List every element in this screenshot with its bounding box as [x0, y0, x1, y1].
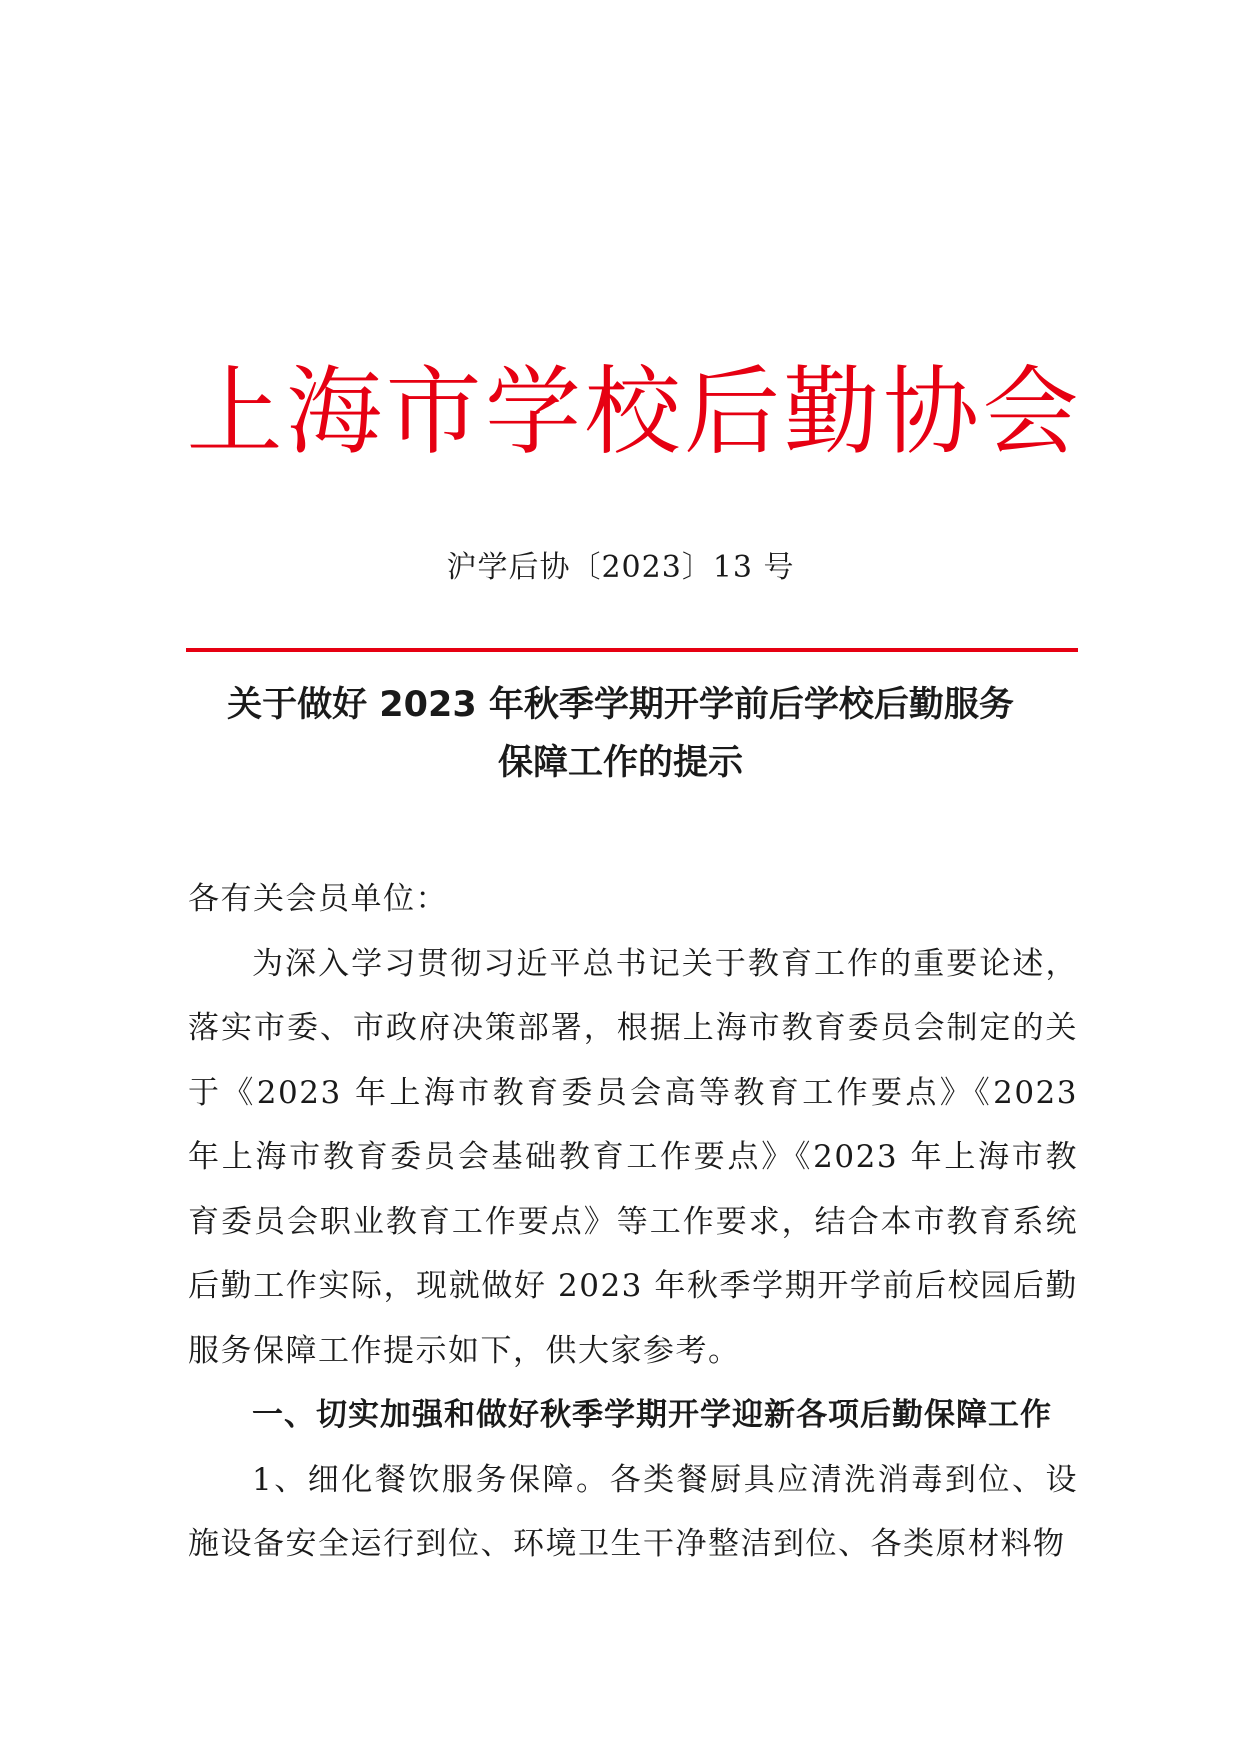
section-1-heading: 一、切实加强和做好秋季学期开学迎新各项后勤保障工作 [252, 1397, 1052, 1433]
org-name-char: 会 [982, 356, 1079, 468]
salutation: 各有关会员单位： [188, 881, 448, 917]
org-name-char: 海 [286, 356, 382, 468]
document-body [188, 867, 1078, 1577]
document-title-line-1: 关于做好 2023 年秋季学期开学前后学校后勤服务 [227, 685, 1014, 725]
document-title-line-2: 保障工作的提示 [497, 743, 743, 783]
org-name-char: 协 [883, 356, 979, 468]
item-1-paragraph: 1、细化餐饮服务保障。各类餐厨具应清洗消毒到位、设施设备安全运行到位、环境卫生干净整洁到位、各类原材料物 [188, 1461, 1078, 1562]
org-name-char: 市 [385, 356, 482, 468]
document-number: 沪学后协〔2023〕13 号 [446, 550, 795, 585]
org-name-char: 校 [584, 356, 681, 468]
document-title [150, 676, 1091, 792]
org-name-char: 学 [485, 356, 581, 468]
org-name-masthead [185, 352, 1080, 472]
intro-paragraph: 为深入学习贯彻习近平总书记关于教育工作的重要论述，落实市委、市政府决策部署，根据上海市教育委员会制定的关于《2023 年上海市教育委员会高等教育工作要点》《2023 年上海市教育委员会基础教育工作要点》《2023 年上海市教育委员会职业教育工作要点》等工作要求，结合本市教育系统后勤工作实际，现就做好 2023 年秋季学期开学前后校园后勤服务保障工作提示如下，供大家参考。 [188, 945, 1078, 1369]
org-name-char: 上 [186, 356, 283, 468]
org-name-char: 后 [684, 356, 780, 468]
org-name-char: 勤 [783, 356, 880, 468]
red-header-rule [186, 648, 1078, 652]
